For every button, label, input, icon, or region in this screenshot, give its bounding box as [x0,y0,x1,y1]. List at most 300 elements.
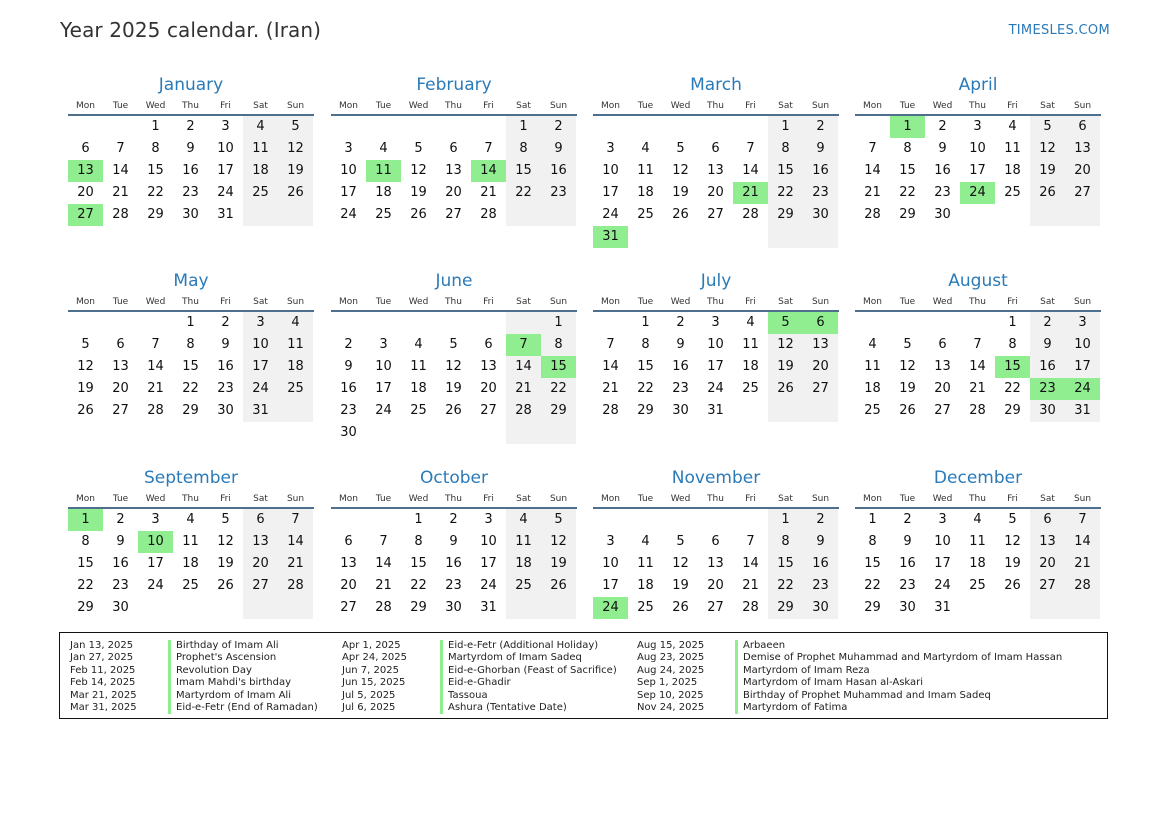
day-cell: 24 [147,578,164,593]
day-cell: 24 [480,578,497,593]
week-row [855,553,1101,575]
weekday-label: Tue [637,101,654,111]
day-cell: 27 [934,403,951,418]
holiday-day-cell: 1 [890,116,925,138]
day-cell: 7 [868,141,877,156]
day-cell: 6 [1030,509,1065,531]
day-cell: 21 [1065,553,1100,575]
weekday-label: Tue [375,101,392,111]
week-row [68,378,314,400]
weekday-header [593,492,839,509]
day-cell: 26 [1004,578,1021,593]
legend-date: Jul 6, 2025 [342,701,396,713]
day-cell: 2 [803,509,838,531]
holiday-marker [735,640,738,652]
day-cell: 23 [803,575,838,597]
day-cell: 3 [1065,312,1100,334]
day-cell: 10 [375,359,392,374]
week-row [593,597,839,619]
day-cell: 21 [969,381,986,396]
day-cell: 8 [768,138,803,160]
holiday-day-cell: 15 [541,356,576,378]
day-cell: 12 [1004,534,1021,549]
day-cell: 16 [803,160,838,182]
day-cell: 28 [1065,575,1100,597]
legend-item [637,665,1062,677]
legend-item [70,702,318,714]
day-cell: 2 [221,315,230,330]
day-cell: 28 [969,403,986,418]
day-cell: 4 [186,512,195,527]
legend-item [342,677,617,689]
legend-item [637,690,1062,702]
week-row [68,575,314,597]
day-cell: 7 [746,141,755,156]
day-cell: 17 [707,359,724,374]
day-cell: 31 [480,600,497,615]
week-row [855,400,1101,422]
day-cell-empty [1065,597,1100,619]
day-cell: 28 [375,600,392,615]
day-cell: 1 [768,509,803,531]
legend-item [70,690,318,702]
day-cell: 10 [1065,334,1100,356]
day-cell: 9 [676,337,685,352]
day-cell: 14 [602,359,619,374]
month-title: June [435,271,473,291]
day-cell: 16 [112,556,129,571]
day-cell: 18 [1004,163,1021,178]
legend-holiday-name: Birthday of Prophet Muhammad and Imam Sadeq [743,689,991,701]
month-title: January [158,75,224,95]
day-cell: 5 [221,512,230,527]
weekday-label: Sun [1073,101,1092,111]
holiday-marker [735,652,738,664]
day-cell: 20 [707,185,724,200]
day-cell: 19 [278,160,313,182]
holiday-marker [168,652,171,664]
weekday-label: Sun [1073,297,1092,307]
day-cell: 31 [1065,400,1100,422]
day-cell-empty [663,116,698,138]
legend-holiday-name: Eid-e-Fetr (Additional Holiday) [448,640,599,651]
day-cell-empty [173,597,208,619]
day-cell: 26 [217,578,234,593]
day-cell: 22 [410,578,427,593]
day-cell: 16 [934,163,951,178]
day-cell: 4 [278,312,313,334]
day-cell-empty [208,597,243,619]
legend-date: Nov 24, 2025 [637,701,705,713]
holiday-day-cell: 14 [471,160,506,182]
legend-date: Feb 14, 2025 [70,677,136,689]
day-cell: 14 [506,356,541,378]
day-cell: 4 [973,512,982,527]
day-cell: 18 [506,553,541,575]
weekday-label: Thu [969,101,986,111]
day-cell: 11 [278,334,313,356]
legend-item [70,652,318,664]
day-cell: 22 [77,578,94,593]
day-cell-empty [243,204,278,226]
day-cell-empty [506,204,541,226]
day-cell-empty [331,116,366,138]
day-cell: 24 [375,403,392,418]
day-cell: 10 [969,141,986,156]
day-cell: 30 [445,600,462,615]
day-cell: 5 [903,337,912,352]
day-cell: 24 [707,381,724,396]
day-cell: 3 [151,512,160,527]
week-row [331,182,577,204]
day-cell: 16 [445,556,462,571]
day-cell: 6 [711,534,720,549]
weekday-label: Wed [670,494,691,504]
week-row [68,553,314,575]
day-cell: 13 [707,556,724,571]
day-cell: 4 [746,315,755,330]
day-cell: 1 [768,116,803,138]
weekday-label: Sun [811,101,830,111]
legend-column [342,640,617,714]
day-cell: 12 [672,163,689,178]
weekday-label: Sun [549,494,568,504]
day-cell: 27 [1065,182,1100,204]
holiday-marker [168,640,171,652]
week-row [331,378,577,400]
legend-item [342,640,617,652]
holiday-marker [168,665,171,677]
week-row [593,509,839,531]
weekday-header [855,492,1101,509]
day-cell: 2 [186,119,195,134]
day-cell-empty [366,422,401,444]
day-cell-empty [768,400,803,422]
weekday-header [593,99,839,116]
month-january [68,74,314,226]
day-cell: 27 [445,207,462,222]
holiday-day-cell: 31 [593,226,628,248]
day-cell-empty [436,422,471,444]
weekday-label: Mon [339,297,358,307]
weekday-label: Sun [811,494,830,504]
weekday-label: Wed [408,297,429,307]
day-cell: 20 [243,553,278,575]
day-cell: 16 [217,359,234,374]
month-title: May [173,271,209,291]
day-cell-empty [628,226,663,248]
legend-holiday-name: Martyrdom of Imam Hasan al-Askari [743,677,924,689]
day-cell-empty [995,597,1030,619]
day-cell: 29 [768,204,803,226]
holiday-day-cell: 13 [68,160,103,182]
day-cell: 8 [506,138,541,160]
month-july [593,270,839,422]
day-cell: 12 [278,138,313,160]
day-cell: 1 [151,119,160,134]
legend-holiday-name: Martyrdom of Imam Reza [743,664,870,676]
day-cell: 17 [602,578,619,593]
day-cell: 3 [711,315,720,330]
day-cell: 15 [506,160,541,182]
day-cell: 29 [1004,403,1021,418]
day-cell-empty [855,312,890,334]
weekday-header [331,295,577,312]
day-cell: 29 [77,600,94,615]
week-row [593,182,839,204]
holiday-marker [168,690,171,702]
holiday-day-cell: 5 [768,312,803,334]
day-cell: 24 [934,578,951,593]
day-cell-empty [698,226,733,248]
weekday-label: Thu [445,101,462,111]
day-cell: 17 [969,163,986,178]
day-cell: 14 [112,163,129,178]
day-cell-empty [733,116,768,138]
legend-date: Jul 5, 2025 [342,689,396,701]
day-cell: 5 [676,534,685,549]
day-cell: 20 [340,578,357,593]
legend-item [70,677,318,689]
day-cell-empty [331,312,366,334]
legend-item [637,640,1062,652]
weekday-label: Fri [483,101,494,111]
day-cell: 19 [77,381,94,396]
week-row [855,531,1101,553]
weekday-label: Sun [286,101,305,111]
day-cell: 6 [81,141,90,156]
day-cell: 3 [606,534,615,549]
legend-holiday-name: Ashura (Tentative Date) [448,701,567,713]
week-row [593,356,839,378]
day-cell: 14 [742,163,759,178]
weekday-label: Tue [637,297,654,307]
week-row [593,204,839,226]
weekday-label: Fri [220,101,231,111]
holiday-marker [440,702,443,714]
day-cell: 25 [375,207,392,222]
day-cell-empty [471,312,506,334]
legend-date: Aug 15, 2025 [637,640,705,651]
week-row [68,400,314,422]
day-cell-empty [278,204,313,226]
month-title: August [948,271,1008,291]
day-cell: 25 [506,575,541,597]
day-cell: 22 [506,182,541,204]
day-cell: 12 [445,359,462,374]
day-cell: 8 [186,337,195,352]
day-cell: 8 [641,337,650,352]
weekday-label: Sat [778,494,793,504]
weekday-label: Sun [1073,494,1092,504]
day-cell: 23 [899,578,916,593]
weekday-label: Mon [601,494,620,504]
day-cell-empty [366,312,401,334]
day-cell-empty [506,422,541,444]
legend-date: Jun 15, 2025 [342,677,406,689]
day-cell: 27 [243,575,278,597]
day-cell: 15 [637,359,654,374]
day-cell-empty [995,204,1030,226]
day-cell-empty [436,312,471,334]
brand-link[interactable]: TIMESLES.COM [1008,23,1110,38]
holiday-day-cell: 10 [138,531,173,553]
day-cell: 2 [903,512,912,527]
day-cell: 22 [899,185,916,200]
weekday-label: Fri [220,297,231,307]
day-cell-empty [471,422,506,444]
day-cell: 12 [768,334,803,356]
week-row [593,553,839,575]
week-row [331,422,577,444]
legend-holiday-name: Demise of Prophet Muhammad and Martyrdom of Imam Hassan [743,652,1063,664]
day-cell: 27 [1030,575,1065,597]
weekday-label: Sat [1040,101,1055,111]
weekday-label: Fri [1007,297,1018,307]
week-row [593,531,839,553]
day-cell: 9 [803,138,838,160]
day-cell-empty [541,597,576,619]
day-cell: 9 [541,138,576,160]
day-cell: 18 [742,359,759,374]
day-cell: 23 [803,182,838,204]
day-cell: 30 [112,600,129,615]
weekday-label: Mon [863,101,882,111]
week-row [855,312,1101,334]
day-cell: 14 [969,359,986,374]
legend-holiday-name: Prophet's Ascension [176,652,277,664]
day-cell: 24 [602,207,619,222]
weekday-label: Fri [745,297,756,307]
day-cell-empty [593,116,628,138]
day-cell: 3 [484,512,493,527]
day-cell: 30 [217,403,234,418]
month-june [331,270,577,444]
weekday-label: Thu [445,297,462,307]
day-cell: 18 [410,381,427,396]
weekday-label: Fri [1007,494,1018,504]
day-cell-empty [401,422,436,444]
day-cell: 15 [768,553,803,575]
legend-date: Jan 27, 2025 [70,652,134,664]
day-cell: 11 [742,337,759,352]
legend-holiday-name: Martyrdom of Imam Sadeq [448,652,582,664]
day-cell-empty [960,312,995,334]
week-row [68,160,314,182]
weekday-label: Sun [286,494,305,504]
day-cell: 11 [243,138,278,160]
weekday-label: Mon [76,494,95,504]
weekday-label: Wed [408,101,429,111]
holiday-day-cell: 27 [68,204,103,226]
day-cell: 3 [938,512,947,527]
day-cell: 21 [375,578,392,593]
day-cell: 15 [410,556,427,571]
day-cell: 17 [340,185,357,200]
week-row [593,334,839,356]
weekday-label: Wed [932,101,953,111]
day-cell: 19 [1030,160,1065,182]
legend-date: Jan 13, 2025 [70,640,134,651]
weekday-label: Wed [932,494,953,504]
day-cell: 14 [864,163,881,178]
week-row [331,334,577,356]
day-cell: 17 [602,185,619,200]
day-cell: 26 [77,403,94,418]
day-cell: 28 [602,403,619,418]
day-cell: 21 [480,185,497,200]
weekday-label: Tue [899,101,916,111]
day-cell: 6 [1065,116,1100,138]
day-cell: 19 [217,556,234,571]
day-cell-empty [803,226,838,248]
day-cell: 30 [803,597,838,619]
week-row [331,400,577,422]
weekday-header [331,492,577,509]
day-cell: 1 [868,512,877,527]
weekday-label: Fri [745,101,756,111]
legend-holiday-name: Eid-e-Ghadir [448,677,511,689]
weekday-label: Mon [76,297,95,307]
weekday-header [68,295,314,312]
day-cell-empty [471,116,506,138]
day-cell-empty [366,116,401,138]
day-cell: 13 [445,163,462,178]
day-cell: 24 [340,207,357,222]
day-cell: 26 [445,403,462,418]
weekday-label: Sat [1040,297,1055,307]
weekday-label: Sun [811,297,830,307]
day-cell: 12 [899,359,916,374]
day-cell: 21 [147,381,164,396]
day-cell: 23 [934,185,951,200]
day-cell: 9 [803,531,838,553]
day-cell: 26 [541,575,576,597]
day-cell: 6 [449,141,458,156]
day-cell: 11 [637,556,654,571]
week-row [331,116,577,138]
day-cell: 5 [676,141,685,156]
day-cell: 9 [116,534,125,549]
day-cell: 22 [768,575,803,597]
day-cell: 20 [803,356,838,378]
day-cell: 30 [1030,400,1065,422]
day-cell: 25 [410,403,427,418]
day-cell: 20 [112,381,129,396]
day-cell: 4 [868,337,877,352]
legend-date: Sep 10, 2025 [637,689,704,701]
day-cell: 30 [934,207,951,222]
holiday-day-cell: 23 [1030,378,1065,400]
day-cell: 6 [484,337,493,352]
day-cell: 8 [1008,337,1017,352]
day-cell-empty [593,312,628,334]
day-cell: 19 [445,381,462,396]
legend-item [342,665,617,677]
day-cell: 10 [934,534,951,549]
day-cell: 6 [116,337,125,352]
day-cell: 13 [1065,138,1100,160]
weekday-label: Thu [969,494,986,504]
holiday-marker [735,665,738,677]
weekday-label: Sat [253,494,268,504]
legend-item [342,652,617,664]
day-cell: 13 [112,359,129,374]
day-cell: 4 [506,509,541,531]
week-row [68,138,314,160]
day-cell-empty [1030,597,1065,619]
day-cell: 11 [637,163,654,178]
